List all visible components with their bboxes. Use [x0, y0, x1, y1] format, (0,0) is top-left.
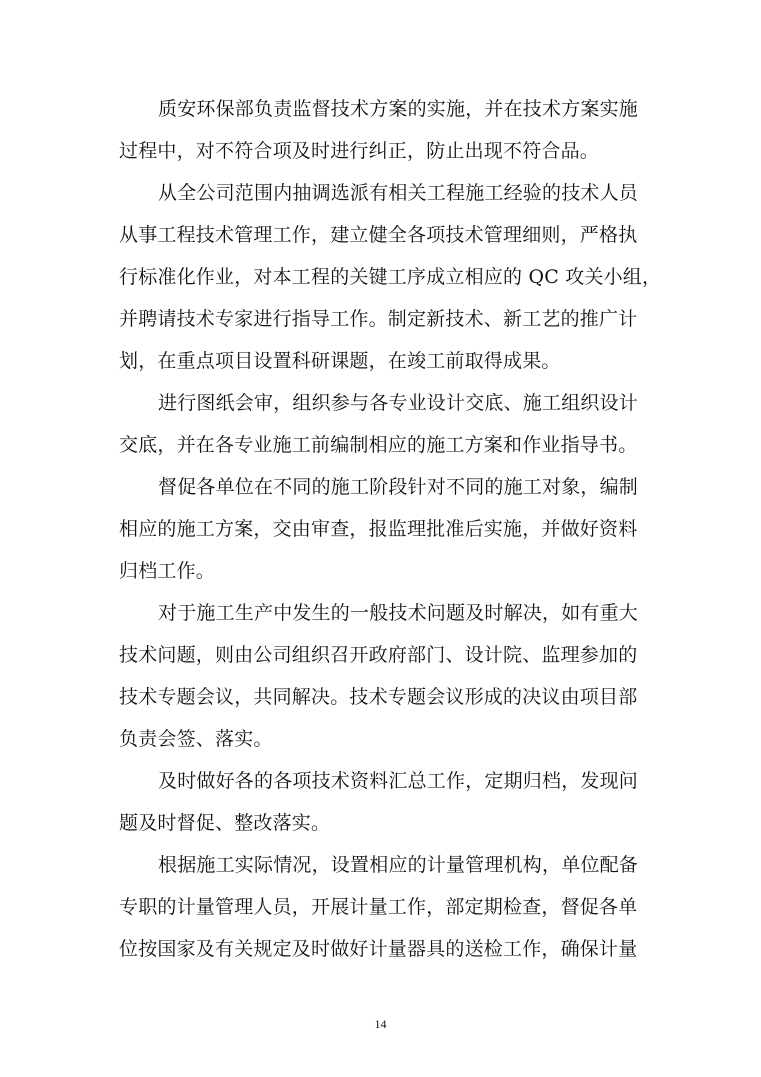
paragraph-line: 划，在重点项目设置科研课题，在竣工前取得成果。 — [119, 350, 561, 372]
paragraph-line: 技术问题，则由公司组织召开政府部门、设计院、监理参加的 — [119, 644, 638, 666]
paragraph-line: 及时做好各的各项技术资料汇总工作，定期归档，发现问 — [158, 770, 639, 792]
paragraph-line: 交底，并在各专业施工前编制相应的施工方案和作业指导书。 — [119, 434, 638, 456]
paragraph-line: 专职的计量管理人员，开展计量工作，部定期检查，督促各单 — [119, 896, 638, 918]
paragraph-line: 对于施工生产中发生的一般技术问题及时解决，如有重大 — [158, 602, 639, 624]
paragraph-line: 根据施工实际情况，设置相应的计量管理机构，单位配备 — [158, 854, 639, 876]
paragraph-line: 归档工作。 — [119, 560, 216, 582]
paragraph-line: 题及时督促、整改落实。 — [119, 812, 331, 834]
paragraph-line: 过程中，对不符合项及时进行纠正，防止出现不符合品。 — [119, 140, 600, 162]
paragraph-line: 相应的施工方案，交由审查，报监理批准后实施，并做好资料 — [119, 518, 638, 540]
paragraph-line: 负责会签、落实。 — [119, 728, 273, 750]
paragraph-line: 督促各单位在不同的施工阶段针对不同的施工对象，编制 — [158, 476, 639, 498]
paragraph-line: 行标准化作业，对本工程的关键工序成立相应的 QC 攻关小组， — [119, 266, 662, 288]
paragraph-line: 从全公司范围内抽调选派有相关工程施工经验的技术人员 — [158, 182, 639, 204]
paragraph-line: 技术专题会议，共同解决。技术专题会议形成的决议由项目部 — [119, 686, 638, 708]
paragraph-line: 进行图纸会审，组织参与各专业设计交底、施工组织设计 — [158, 392, 639, 414]
page-number: 14 — [374, 1017, 387, 1031]
paragraph-line: 并聘请技术专家进行指导工作。制定新技术、新工艺的推广计 — [119, 308, 638, 330]
paragraph-line: 从事工程技术管理工作，建立健全各项技术管理细则，严格执 — [119, 224, 638, 246]
paragraph-line: 质安环保部负责监督技术方案的实施，并在技术方案实施 — [158, 98, 639, 120]
paragraph-line: 位按国家及有关规定及时做好计量器具的送检工作，确保计量 — [119, 938, 638, 960]
